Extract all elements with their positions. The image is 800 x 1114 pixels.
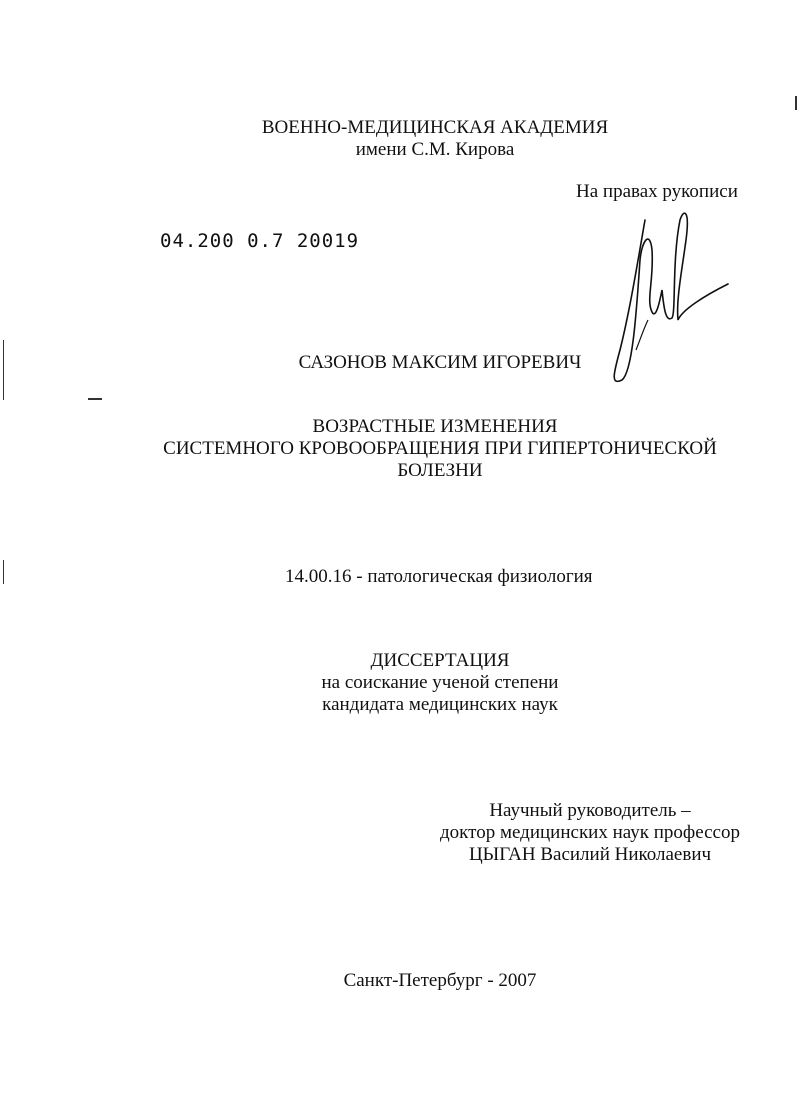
scan-mark-left-bottom bbox=[3, 560, 4, 584]
scan-mark-left-top bbox=[3, 340, 4, 400]
work-type-heading: ДИССЕРТАЦИЯ bbox=[370, 650, 510, 671]
rights-note: На правах рукописи bbox=[576, 181, 738, 202]
institution-name: ВОЕННО-МЕДИЦИНСКАЯ АКАДЕМИЯ bbox=[261, 117, 609, 138]
scan-mark-left-dash bbox=[88, 398, 102, 400]
thesis-title-line-2: СИСТЕМНОГО КРОВООБРАЩЕНИЯ ПРИ ГИПЕРТОНИЧЕСКОЙ bbox=[163, 438, 717, 459]
thesis-title-line-3: БОЛЕЗНИ bbox=[397, 460, 483, 481]
signature-image bbox=[600, 200, 740, 390]
specialty-code: 14.00.16 - патологическая физиология bbox=[285, 566, 593, 587]
thesis-title-line-1: ВОЗРАСТНЫЕ ИЗМЕНЕНИЯ bbox=[312, 416, 558, 437]
scan-mark-right bbox=[795, 96, 797, 110]
supervisor-degree: доктор медицинских наук профессор bbox=[440, 822, 740, 843]
supervisor-label: Научный руководитель – bbox=[489, 800, 691, 821]
city-year: Санкт-Петербург - 2007 bbox=[343, 970, 537, 991]
institution-named-after: имени С.М. Кирова bbox=[355, 139, 515, 160]
registration-stamp-number: 04.200 0.7 20019 bbox=[160, 230, 360, 252]
work-type-degree-line-2: кандидата медицинских наук bbox=[322, 694, 558, 715]
supervisor-name: ЦЫГАН Василий Николаевич bbox=[468, 844, 712, 865]
author-name: САЗОНОВ МАКСИМ ИГОРЕВИЧ bbox=[298, 352, 582, 373]
work-type-degree-line-1: на соискание ученой степени bbox=[321, 672, 559, 693]
